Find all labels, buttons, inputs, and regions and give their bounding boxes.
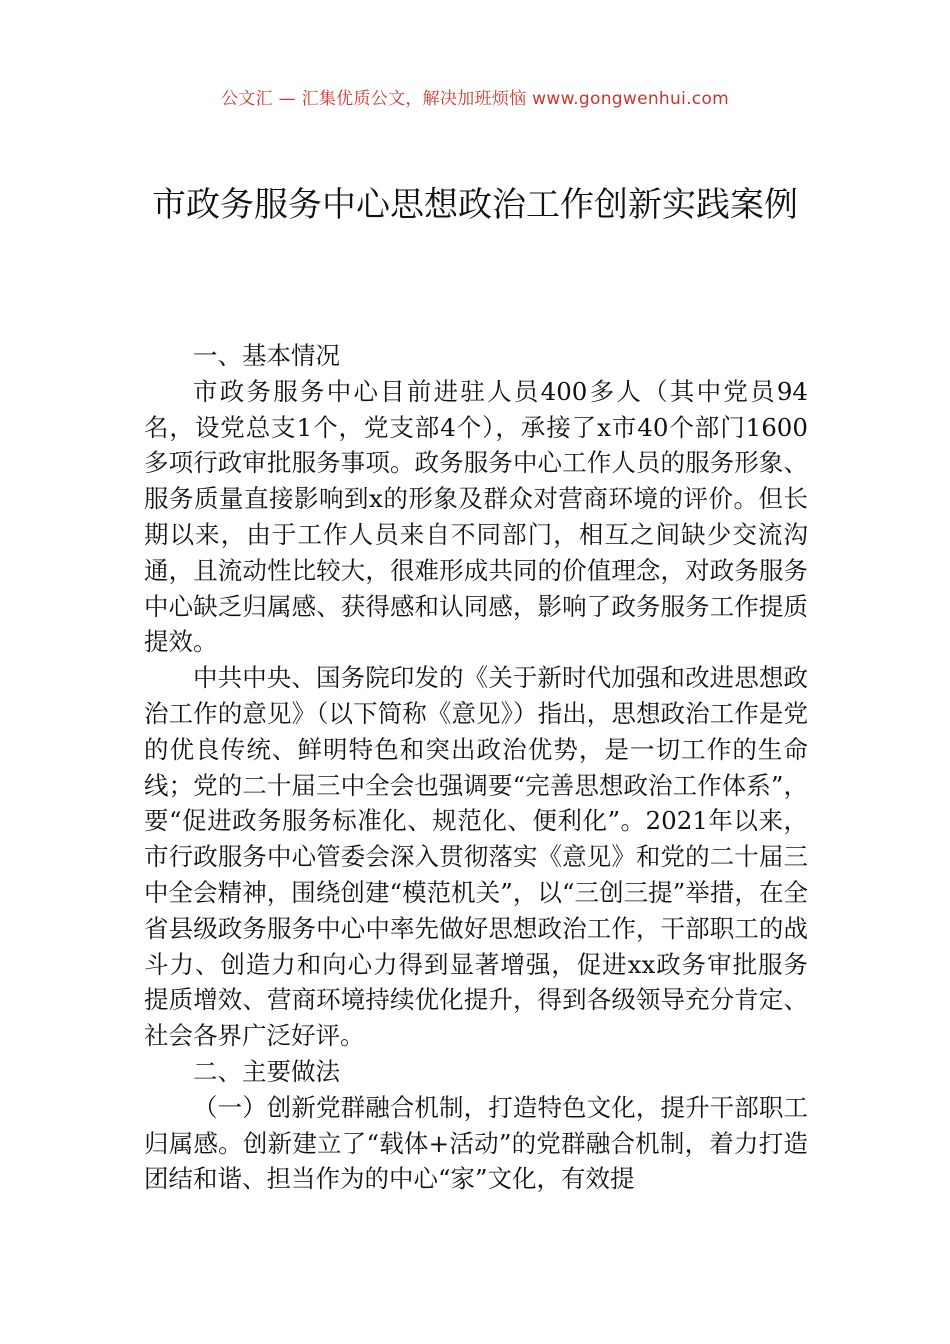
paragraph: （一）创新党群融合机制，打造特色文化，提升干部职工归属感。创新建立了“载体+活动”的党群融合机制，着力打造团结和谐、担当作为的中心“家”文化，有效提 bbox=[144, 1092, 808, 1194]
section-heading-basic-situation: 一、基本情况 bbox=[193, 341, 340, 370]
paragraph: 市政务服务中心目前进驻人员400多人（其中党员94名，设党总支1个，党支部4个），承接了x市40个部门1600多项行政审批服务事项。政务服务中心工作人员的服务形象、服务质量直接影响到x的形象及群众对营商环境的评价。但长期以来，由于工作人员来自不同部门，相互之间缺少交流沟通，且流动性比较大，很难形成共同的价值理念，对政务服务中心缺乏归属感、获得感和认同感，影响了政务服务工作提质提效。 bbox=[144, 376, 808, 657]
document-body bbox=[144, 338, 808, 1197]
section-heading-main-practices: 二、主要做法 bbox=[193, 1056, 340, 1086]
header-banner[interactable]: 公文汇 — 汇集优质公文，解决加班烦恼 www.gongwenhui.com bbox=[220, 89, 730, 109]
document-title: 市政务服务中心思想政治工作创新实践案例 bbox=[152, 185, 798, 225]
paragraph: 中共中央、国务院印发的《关于新时代加强和改进思想政治工作的意见》（以下简称《意见》）指出，思想政治工作是党的优良传统、鲜明特色和突出政治优势，是一切工作的生命线；党的二十届三中全会也强调要“完善思想政治工作体系”，要“促进政务服务标准化、规范化、便利化”。2021年以来，市行政服务中心管委会深入贯彻落实《意见》和党的二十届三中全会精神，围绕创建“模范机关”，以“三创三提”举措，在全省县级政务服务中心中率先做好思想政治工作，干部职工的战斗力、创造力和向心力得到显著增强，促进xx政务审批服务提质增效、营商环境持续优化提升，得到各级领导充分肯定、社会各界广泛好评。 bbox=[144, 663, 808, 1051]
